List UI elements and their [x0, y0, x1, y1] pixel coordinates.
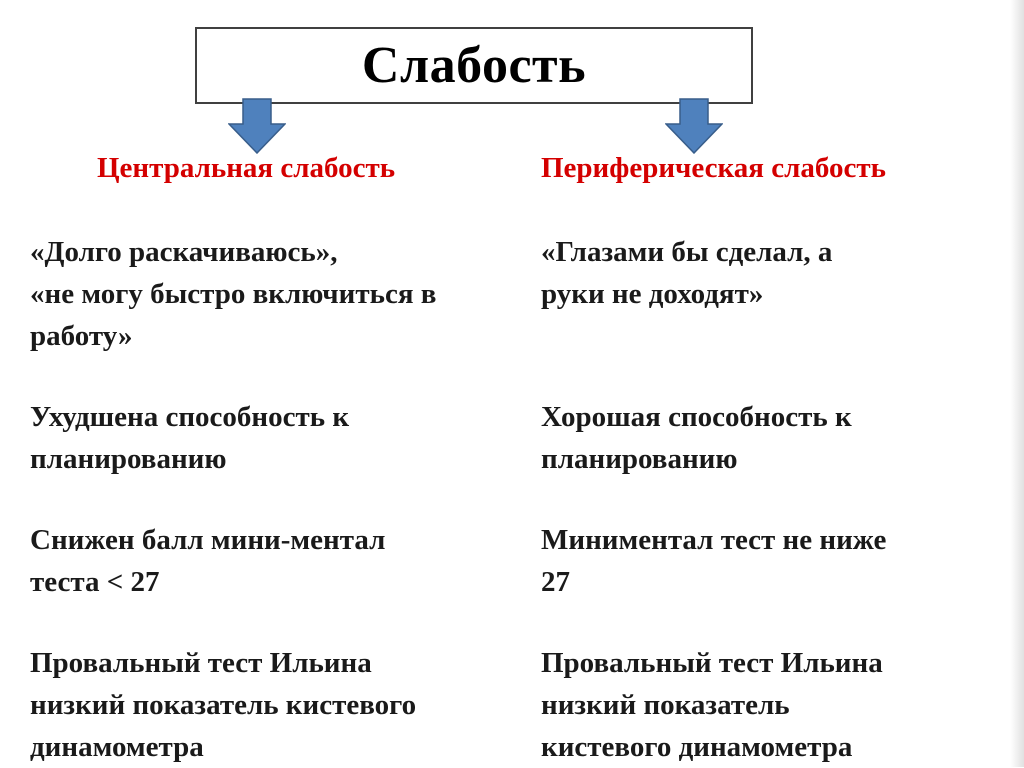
left-block-complaint: [30, 231, 436, 357]
left-column-heading: Центральная слабость: [97, 152, 396, 184]
text-line: «не могу быстро включиться в: [30, 278, 437, 310]
left-block-ilyin-test: [30, 642, 416, 768]
left-block-planning: [30, 396, 349, 480]
text-line: работу»: [30, 320, 133, 352]
slide-edge-shadow: [1010, 0, 1024, 767]
right-block-complaint: [541, 231, 832, 315]
text-line: Миниментал тест не ниже: [541, 524, 887, 556]
text-line: кистевого динамометра: [541, 731, 853, 763]
text-line: Снижен балл мини-ментал: [30, 524, 386, 556]
down-arrow-icon: [228, 98, 286, 154]
right-block-mmse: [541, 519, 886, 603]
text-line: Провальный тест Ильина: [541, 647, 883, 679]
text-line: динамометра: [30, 731, 204, 763]
text-line: 27: [541, 566, 570, 598]
right-block-ilyin-test: [541, 642, 883, 768]
text-line: «Долго раскачиваюсь»,: [30, 236, 338, 268]
down-arrow-icon: [665, 98, 723, 154]
text-line: руки не доходят»: [541, 278, 764, 310]
text-line: планированию: [30, 443, 227, 475]
text-line: Хорошая способность к: [541, 401, 852, 433]
right-block-planning: [541, 396, 852, 480]
left-block-mmse: [30, 519, 385, 603]
text-line: низкий показатель кистевого: [30, 689, 417, 721]
title-box: [195, 27, 753, 104]
right-column-heading: Периферическая слабость: [541, 152, 886, 184]
text-line: «Глазами бы сделал, а: [541, 236, 833, 268]
slide-title: Слабость: [361, 37, 587, 94]
text-line: низкий показатель: [541, 689, 790, 721]
text-line: Ухудшена способность к: [30, 401, 350, 433]
text-line: теста < 27: [30, 566, 160, 598]
text-line: Провальный тест Ильина: [30, 647, 372, 679]
text-line: планированию: [541, 443, 738, 475]
